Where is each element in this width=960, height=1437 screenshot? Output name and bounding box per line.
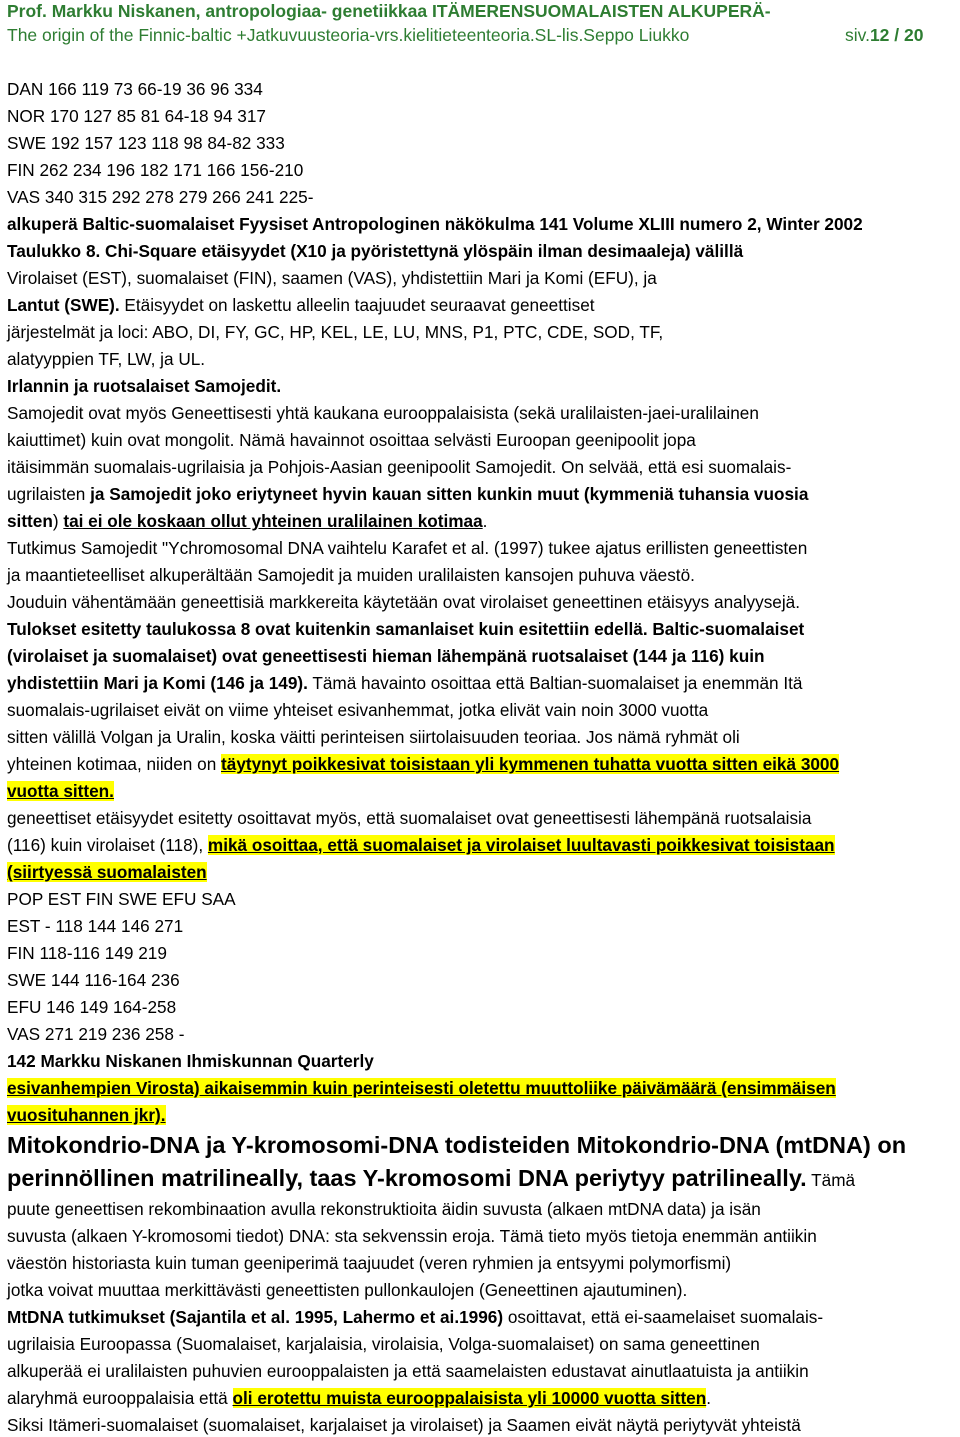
highlighted-text: vuotta sitten.: [7, 781, 114, 801]
table-row-vas: VAS 340 315 292 278 279 266 241 225-: [7, 187, 314, 207]
text-span: (116) kuin virolaiset (118),: [7, 835, 208, 855]
text-span: ugrilaisten: [7, 484, 91, 504]
highlighted-text: vuosituhannen jkr).: [7, 1105, 166, 1125]
text-span: alaryhmä eurooppalaisia että: [7, 1388, 233, 1408]
text-bold-underlined: tai ei ole koskaan ollut yhteinen uralilainen kotimaa: [63, 511, 483, 531]
distance-row-fin: FIN 118-116 149 219: [7, 943, 167, 963]
text-span: .: [706, 1388, 712, 1408]
text-line: alkuperää ei uralilaisten puhuvien eurooppalaisten ja että saamelaisten edustavat ainutlaatuista ja antiikin: [7, 1361, 809, 1381]
table-row-nor: NOR 170 127 85 81 64-18 94 317: [7, 106, 266, 126]
highlighted-text: mikä osoittaa, että suomalaiset ja virolaiset luultavasti poikkesivat toisistaan: [207, 835, 835, 855]
text-span: itäisimmän suomalais-ugrilaisia ja Pohjois-Aasian geenipoolit Samojedit.: [7, 457, 557, 477]
distance-row-efu: EFU 146 149 164-258: [7, 997, 177, 1017]
highlighted-text: täytynyt poikkesivat toisistaan yli kymmenen tuhatta vuotta sitten eikä 3000: [221, 754, 840, 774]
highlighted-text: (siirtyessä suomalaisten: [7, 862, 207, 882]
text-line: ugrilaisia Euroopassa (Suomalaiset, karjalaisia, virolaisia, Volga-suomalaiset) on sama geneettinen: [7, 1334, 760, 1354]
text-span: kaiuttimet) kuin ovat mongolit.: [7, 430, 235, 450]
text-line: Siksi Itämeri-suomalaiset (suomalaiset, karjalaiset ja virolaiset) ja Saamen eivät näytä periytyvät yhteistä: [7, 1415, 801, 1435]
big-heading: Mitokondrio-DNA ja Y-kromosomi-DNA todisteiden Mitokondrio-DNA (mtDNA) on: [7, 1132, 907, 1158]
table-caption: Taulukko 8. Chi-Square etäisyydet (X10 ja pyöristettynä ylöspäin ilman desimaaleja) välillä: [7, 241, 744, 261]
text-bold: ja Samojedit joko eriytyneet hyvin kauan sitten kunkin muut (kymmeniä tuhansia vuosia: [90, 484, 809, 504]
page-num-value: 12 / 20: [869, 25, 924, 45]
text-line: sitten välillä Volgan ja Uralin, koska väitti perinteisen siirtolaisuuden teoriaa. Jos nämä ryhmät oli: [7, 727, 740, 747]
text-span: osoittavat, että ei-saamelaiset suomalais-: [503, 1307, 824, 1327]
text-span: (1997) tukee ajatus erillisten geneettisten: [489, 538, 808, 558]
text-line: väestön historiasta kuin tuman geeniperimä taajuudet (veren ryhmien ja entsyymi polymorfismi): [7, 1253, 732, 1273]
text-bold: Lantut (SWE).: [7, 295, 120, 315]
text-line: Jouduin vähentämään geneettisiä markkereita käytetään ovat virolaiset geneettinen etäisyys analyysejä.: [7, 592, 801, 612]
text-line: alatyyppien TF, LW, ja UL.: [7, 349, 206, 369]
text-span: .: [482, 511, 488, 531]
distance-row-est: EST - 118 144 146 271: [7, 916, 184, 936]
distance-row-vas: VAS 271 219 236 258 -: [7, 1024, 185, 1044]
text-line: [7, 860, 207, 884]
text-span: Nämä havainnot osoittaa selvästi Euroopan geenipoolit jopa: [234, 430, 696, 450]
text-line: [7, 1305, 823, 1329]
text-line: [7, 428, 696, 452]
text-line: järjestelmät ja loci: ABO, DI, FY, GC, HP, KEL, LE, LU, MNS, P1, PTC, CDE, SOD, TF,: [7, 322, 664, 342]
text-line: [7, 671, 802, 695]
text-line-bold: Tulokset esitetty taulukossa 8 ovat kuitenkin samanlaiset kuin esitettiin edellä. Baltic-suomalaiset: [7, 619, 805, 639]
page-number: [845, 24, 923, 46]
text-line: [7, 293, 595, 317]
text-line: puute geneettisen rekombinaation avulla rekonstruktioita äidin suvusta (alkaen mtDNA data) ja isän: [7, 1199, 761, 1219]
header-subtitle: [7, 24, 924, 46]
distance-table-header: POP EST FIN SWE EFU SAA: [7, 889, 236, 909]
text-bold: MtDNA tutkimukset (Sajantila et al. 1995, Lahermo et ai.1996): [7, 1307, 504, 1327]
text-line: [7, 833, 835, 857]
text-line: jotka voivat muuttaa merkittävästi geneettisten pullonkaulojen (Geneettinen ajautuminen).: [7, 1280, 688, 1300]
text-line: [7, 536, 807, 560]
table-row-fin: FIN 262 234 196 182 171 166 156-210: [7, 160, 304, 180]
text-span: Tämä havainto osoittaa että Baltian-suomalaiset ja enemmän Itä: [307, 673, 803, 693]
text-line: [7, 752, 839, 776]
text-line: [7, 1076, 836, 1100]
text-line: suomalais-ugrilaiset eivät on viime yhteiset esivanhemmat, jotka elivät vain noin 3000 vuotta: [7, 700, 709, 720]
text-bold: sitten: [7, 511, 53, 531]
text-line: ja maantieteelliset alkuperältään Samojedit ja muiden uralilaisten kansojen puhuva väestö.: [7, 565, 695, 585]
distance-row-swe: SWE 144 116-164 236: [7, 970, 180, 990]
big-heading-text: perinnöllinen matrilineally, taas Y-kromosomi DNA periytyy patrilineally.: [7, 1165, 807, 1191]
text-span: On selvää, että esi suomalais-: [556, 457, 792, 477]
header-subtitle-text: The origin of the Finnic-baltic +Jatkuvuusteoria-vrs.kielitieteenteoria.SL-lis.Seppo Liukko: [7, 25, 690, 45]
highlighted-text: esivanhempien Virosta) aikaisemmin kuin perinteisesti oletettu muuttoliike päivämäärä (ensimmäisen: [7, 1078, 836, 1098]
big-heading-continued: [7, 1163, 855, 1195]
text-line: [7, 1386, 711, 1410]
highlighted-text: oli erotettu muista eurooppalaisista yli 10000 vuotta sitten: [232, 1388, 707, 1408]
table-row-swe: SWE 192 157 123 118 98 84-82 333: [7, 133, 285, 153]
text-span: Etäisyydet on laskettu alleelin taajuudet seuraavat geneettiset: [119, 295, 595, 315]
text-bold: yhdistettiin Mari ja Komi (146 ja 149).: [7, 673, 308, 693]
text-span: Tutkimus Samojedit "Ychromosomal DNA vaihtelu Karafet et al.: [7, 538, 490, 558]
text-line: [7, 1103, 166, 1127]
text-line: Samojedit ovat myös Geneettisesti yhtä kaukana eurooppalaisista (sekä uralilaisten-jaei-uralilainen: [7, 403, 759, 423]
text-line: [7, 509, 487, 533]
text-line: [7, 482, 808, 506]
text-line-bold: (virolaiset ja suomalaiset) ovat geneettisesti hieman lähempänä ruotsalaiset (144 ja 116) kuin: [7, 646, 765, 666]
text-span: Tämä: [806, 1170, 856, 1190]
text-line: geneettiset etäisyydet esitetty osoittavat myös, että suomalaiset ovat geneettisesti lähempänä ruotsalaisia: [7, 808, 812, 828]
text-line: [7, 779, 114, 803]
text-span: yhteinen kotimaa, niiden on: [7, 754, 222, 774]
journal-footer-line: 142 Markku Niskanen Ihmiskunnan Quarterly: [7, 1051, 374, 1071]
text-line: suvusta (alkaen Y-kromosomi tiedot) DNA: sta sekvenssin eroja. Tämä tieto myös tietoja enemmän antiikin: [7, 1226, 817, 1246]
page-prefix: siv.: [845, 25, 870, 45]
table-row-dan: DAN 166 119 73 66-19 36 96 334: [7, 79, 263, 99]
text-line: Virolaiset (EST), suomalaiset (FIN), saamen (VAS), yhdistettiin Mari ja Komi (EFU), ja: [7, 268, 657, 288]
text-line: [7, 455, 791, 479]
header-title: Prof. Markku Niskanen, antropologiaa- genetiikkaa ITÄMERENSUOMALAISTEN ALKUPERÄ-: [7, 1, 771, 21]
text-span: ): [52, 511, 64, 531]
source-line: alkuperä Baltic-suomalaiset Fyysiset Antropologinen näkökulma 141 Volume XLIII numero 2, Winter 2002: [7, 214, 863, 234]
section-heading: Irlannin ja ruotsalaiset Samojedit.: [7, 376, 282, 396]
